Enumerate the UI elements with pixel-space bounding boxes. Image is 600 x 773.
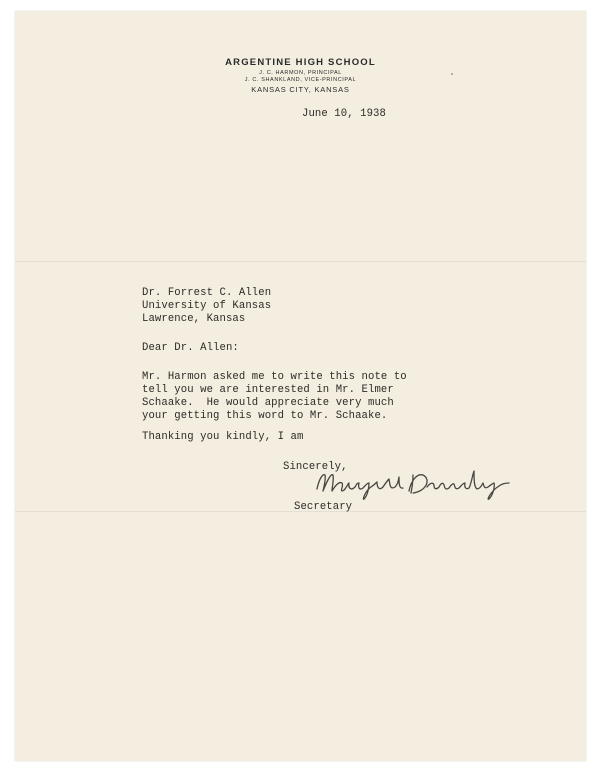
letterhead	[15, 58, 586, 94]
body-line: Schaake. He would appreciate very much	[142, 397, 394, 409]
body-line: your getting this word to Mr. Schaake.	[142, 410, 388, 422]
letter-body	[142, 371, 407, 423]
letterhead-city: KANSAS CITY, KANSAS	[251, 84, 350, 94]
salutation: Dear Dr. Allen:	[142, 342, 239, 354]
letterhead-school: ARGENTINE HIGH SCHOOL	[225, 57, 376, 68]
recipient-city: Lawrence, Kansas	[142, 313, 246, 325]
fold-line	[15, 261, 586, 262]
paper-mark	[451, 73, 453, 75]
body-line: Mr. Harmon asked me to write this note to	[142, 371, 407, 383]
letterhead-principal: J. C. HARMON, PRINCIPAL	[259, 69, 342, 76]
letter-page	[15, 11, 586, 761]
signer-title: Secretary	[294, 501, 353, 513]
body-line: tell you we are interested in Mr. Elmer	[142, 384, 394, 396]
sign-off: Sincerely,	[283, 461, 348, 473]
handwritten-signature	[313, 461, 513, 506]
letterhead-vice-principal: J. C. SHANKLAND, VICE-PRINCIPAL	[244, 77, 357, 84]
recipient-org: University of Kansas	[142, 300, 272, 312]
recipient-name: Dr. Forrest C. Allen	[142, 287, 272, 299]
letter-date: June 10, 1938	[302, 108, 386, 120]
closing-line: Thanking you kindly, I am	[142, 431, 304, 443]
recipient-address	[142, 287, 271, 326]
